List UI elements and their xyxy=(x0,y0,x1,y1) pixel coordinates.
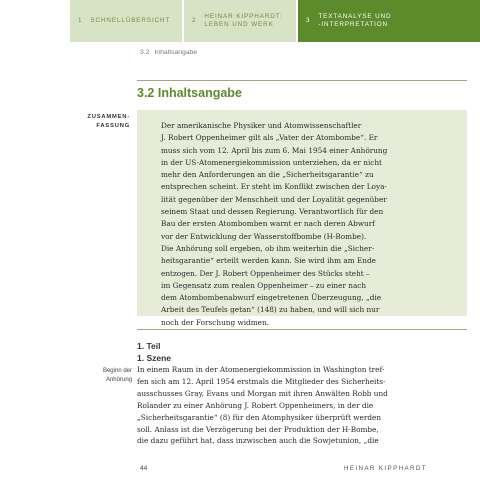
part-title: 1. Teil xyxy=(137,341,161,351)
tab-label: SCHNELLÜBERSICHT xyxy=(90,16,171,24)
summary-side-label-text: ZUSAMMEN- FASSUNG xyxy=(87,114,130,130)
divider-top xyxy=(137,80,467,81)
tab-number: 3 xyxy=(306,16,311,24)
tab-textanalyse[interactable] xyxy=(298,0,480,42)
breadcrumb-label: Inhaltsangabe xyxy=(154,49,198,56)
margin-note xyxy=(80,367,132,385)
body-text: In einem Raum in der Atomenergiekommission in Washington tref- fen sich am 12. April 1954 erstmals die Mitglieder des Sicherheits- ausschusses Gray, Evans und Morgan mit ihren Anwälten Robb und Rolander zu einer Anhörung J. Robert Oppenheimers, in der die „Sicherheitsgarantie“ (8) für den Atomphysiker überprüft werden soll. Anlass ist die Verzögerung bei der Produktion der H-Bombe, die dazu geführt hat, dass inzwischen auch die Sowjetunion, „die xyxy=(137,365,388,446)
scene-title: 1. Szene xyxy=(137,353,172,363)
tab-number: 2 xyxy=(192,16,197,24)
divider-middle xyxy=(137,329,467,330)
summary-box xyxy=(137,110,467,327)
margin-note-text: Beginn der Anhörung xyxy=(102,368,132,383)
chapter-tabs xyxy=(70,0,480,42)
running-footer-author: HEINAR KIPPHARDT xyxy=(344,465,427,472)
breadcrumb-number: 3.2 xyxy=(140,49,150,56)
tab-number: 1 xyxy=(78,16,83,24)
tab-leben-und-werk[interactable] xyxy=(184,0,296,42)
summary-side-label xyxy=(75,113,130,132)
summary-text: Der amerikanische Physiker und Atomwissenschaftler J. Robert Oppenheimer gilt als „Vater der Atombombe“. Er muss sich vom 12. April bis zum 6. Mai 1954 einer Anhörung in der US-Atomenergiekommission unterziehen, da er nicht mehr den Anforderungen an die „Sicherheitsgarantie“ zu entsprechen scheint. Er steht im Konflikt zwischen der Loya- lität gegenüber der Menschheit und der Loyalität gegenüber seinem Staat und dessen Regierung. Verantwortlich für den Bau der ersten Atombomben warnt er nach deren Abwurf vor der Entwicklung der Wasserstoffbombe (H-Bombe). Die Anhörung soll ergeben, ob ihm weiterhin die „Sicher- heitsgarantie“ erteilt werden kann. Sie wird ihm am Ende entzogen. Der J. Robert Oppenheimer des Stücks steht – im Gegensatz zum realen Oppenheimer – zu einer nach dem Atombombenabwurf eingetretenen Überzeugung, „die Arbeit des Teufels getan“ (148) zu haben, und will sich nur noch der Forschung widmen. xyxy=(161,121,388,327)
tab-label: HEINAR KIPPHARDT: LEBEN UND WERK xyxy=(204,12,283,28)
tab-schnelluebersicht[interactable] xyxy=(70,0,182,42)
breadcrumb xyxy=(140,49,197,56)
page-number: 44 xyxy=(140,465,148,472)
tab-label: TEXTANALYSE UND -INTERPRETATION xyxy=(318,12,392,28)
section-title: 3.2 Inhaltsangabe xyxy=(137,86,242,100)
